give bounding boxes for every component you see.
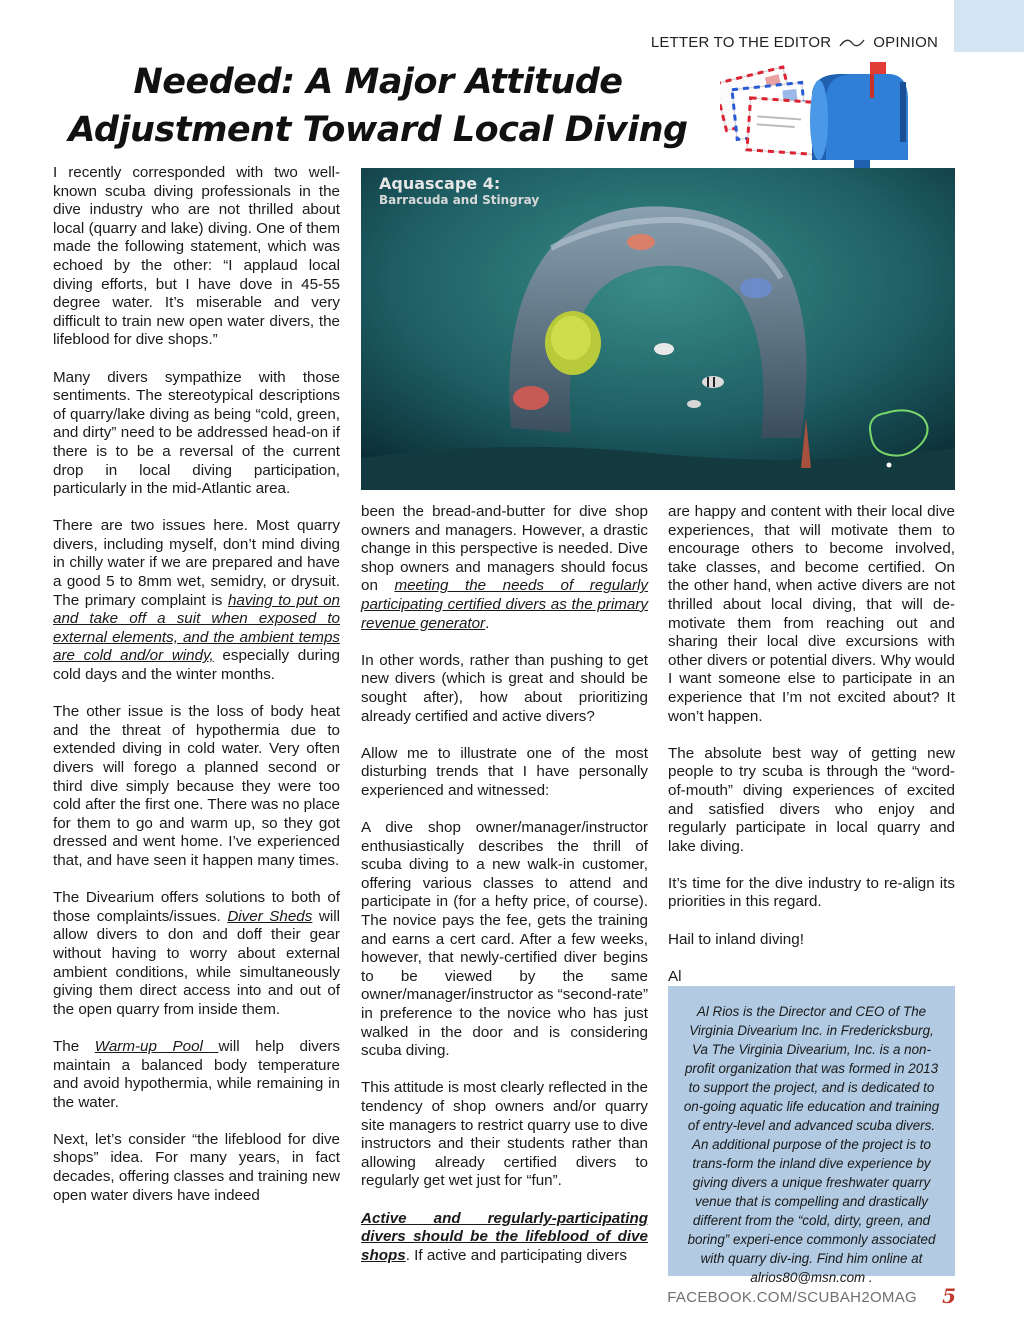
paragraph	[53, 517, 340, 684]
page-number: 5	[942, 1284, 956, 1308]
footer-url[interactable]: FACEBOOK.COM/SCUBAH2OMAG	[667, 1289, 917, 1306]
paragraph: I recently corresponded with two well-known scuba diving professionals in the dive industry who are not thrilled about local (quarry and lake) diving. One of them made the following statement, which was echoed by the other: “I applaud local diving efforts, but I have dove in 45-55 degree water. It’s miserable and very difficult to train new open water divers, the lifeblood for dive shops.”	[53, 164, 340, 349]
text-run: will allow divers to don and doff their gear without having to worry about external ambient conditions, while simultaneously giving them direct access into and out of the open quarry from inside them.	[53, 907, 340, 1018]
paragraph: The absolute best way of getting new people to try scuba is through the “word-of-mouth” diving experiences of excited and satisfied divers who enjoy and regularly participate in local quarry and lake diving.	[668, 744, 955, 855]
section-label-letter: LETTER TO THE EDITOR	[650, 34, 832, 51]
warm-up-pool-text: Warm-up Pool	[94, 1037, 219, 1055]
letter-icon	[747, 98, 820, 155]
author-bio-box	[668, 986, 955, 1285]
emphasis-text: having to put on and take off a suit when exposed to external elements, and the ambient temps are cold and/or windy,	[53, 591, 340, 665]
paragraph: It’s time for the dive industry to re-align its priorities in this regard.	[668, 874, 955, 911]
section-header	[651, 34, 938, 51]
paragraph: In other words, rather than pushing to get new divers (which is great and should be sought after), how about prioritizing already certified and active divers?	[361, 651, 648, 725]
text-run: . If active and participating divers	[405, 1246, 627, 1264]
paragraph: This attitude is most clearly reflected in the tendency of shop owners and/or quarry site managers to restrict quarry use to dive instructors and their students rather than allowing already certified divers to regularly get wet just for “fun”.	[361, 1079, 648, 1190]
article-column-1	[53, 164, 340, 1224]
text-run: There are two issues here. Most quarry divers, including myself, don’t mind diving in chilly water if we are prepared and have a good 5 to 8mm wet, semidry, or drysuit. The primary complaint is	[53, 517, 340, 609]
article-column-2	[361, 503, 648, 1284]
paragraph	[361, 1210, 648, 1266]
title-line-2: Adjustment Toward Local Diving	[68, 110, 688, 150]
diver-sheds-text: Diver Sheds	[227, 907, 313, 925]
article-column-3	[668, 503, 955, 1005]
paragraph: Many divers sympathize with those sentiments. The stereotypical descriptions of quarry/lake diving as being “cold, green, and dirty” need to be addressed head-on if there is to be a reversal of the current drop in local diving participation, particularly in the mid-Atlantic area.	[53, 368, 340, 498]
author-bio-text: Al Rios is the Director and CEO of The Virginia Divearium Inc. in Fredericksburg, Va The Virginia Divearium, Inc. is a non-profit organization that was formed in 2013 to support the project, and is dedicated to on-going aquatic life education and training of entry-level and advanced scuba divers. An additional purpose of the project is to trans-form the inland dive experience by giving divers a unique freshwater quarry venue that is compelling and drastically different from the “cold, dirty, green, and boring” experi-ence commonly associated with quarry div-ing. Find him online at alrios80@msn.com .	[683, 1004, 940, 1285]
text-run: The Divearium offers solutions to both of those complaints/issues.	[53, 889, 340, 925]
article-title	[48, 58, 708, 154]
paragraph: Allow me to illustrate one of the most disturbing trends that I have personally experienced and witnessed:	[361, 744, 648, 799]
paragraph	[361, 503, 648, 633]
emphasis-bold-text: Active and regularly-participating divers should be the lifeblood of dive shops	[361, 1209, 648, 1264]
mailbox-illustration	[720, 56, 920, 174]
paragraph: A dive shop owner/manager/instructor enthusiastically describes the thrill of scuba diving to a new walk-in customer, offering various classes to attend and participate in (for a hefty price, of course). The novice pays the fee, gets the training and earns a cert card. After a few weeks, however, that newly-certified diver begins to be viewed by the same owner/manager/instructor as “second-rate” in preference to the novice who has just walked in the door and is considering scuba diving.	[361, 819, 648, 1060]
photo-title: Aquascape 4:	[379, 174, 501, 193]
paragraph: The other issue is the loss of body heat and the threat of hypothermia due to extended diving in cold water. Very often divers will forego a planned second or third dive simply because they were too cold after the first one. There was no place for them to go and warm up, so they got dressed and went home. I’ve experienced that, and have seen it happen many times.	[53, 703, 340, 869]
text-run: will help divers maintain a balanced body temperature and avoid hypothermia, while remaining in the water.	[53, 1037, 340, 1111]
tilde-icon	[839, 37, 865, 49]
text-run: .	[485, 614, 490, 632]
aquascape-photo	[361, 168, 955, 490]
paragraph	[53, 889, 340, 1019]
title-line-1: Needed: A Major Attitude	[133, 62, 623, 102]
paragraph: Hail to inland diving!	[668, 930, 804, 948]
paragraph: are happy and content with their local dive experiences, that will motivate them to encourage others to become involved, take classes, and become certified. On the other hand, when active divers are not thrilled about local diving, that will de-motivate them from reaching out and sharing their local dive excursions with other divers or potential divers. Why would I want someone else to participate in an experience that I’m not excited about? It won’t happen.	[668, 503, 955, 725]
section-label-opinion: OPINION	[873, 34, 938, 51]
corner-tab	[954, 0, 1024, 52]
photo-subtitle: Barracuda and Stingray	[379, 193, 540, 207]
emphasis-text: meeting the needs of regularly participating certified divers as the primary revenue generator	[361, 577, 648, 632]
text-run: The	[53, 1037, 95, 1055]
aquascape-scene	[361, 168, 955, 490]
paragraph	[53, 1038, 340, 1112]
paragraph: Next, let’s consider “the lifeblood for dive shops” idea. For many years, in fact decades, offering classes and training new open water divers have indeed	[53, 1130, 340, 1204]
text-run: especially during cold days and the winter months.	[53, 647, 340, 684]
text-run: been the bread-and-butter for dive shop owners and managers. However, a drastic change in this perspective is needed. Dive shop owners and managers should focus on	[361, 503, 648, 595]
signature: Al	[668, 967, 682, 985]
